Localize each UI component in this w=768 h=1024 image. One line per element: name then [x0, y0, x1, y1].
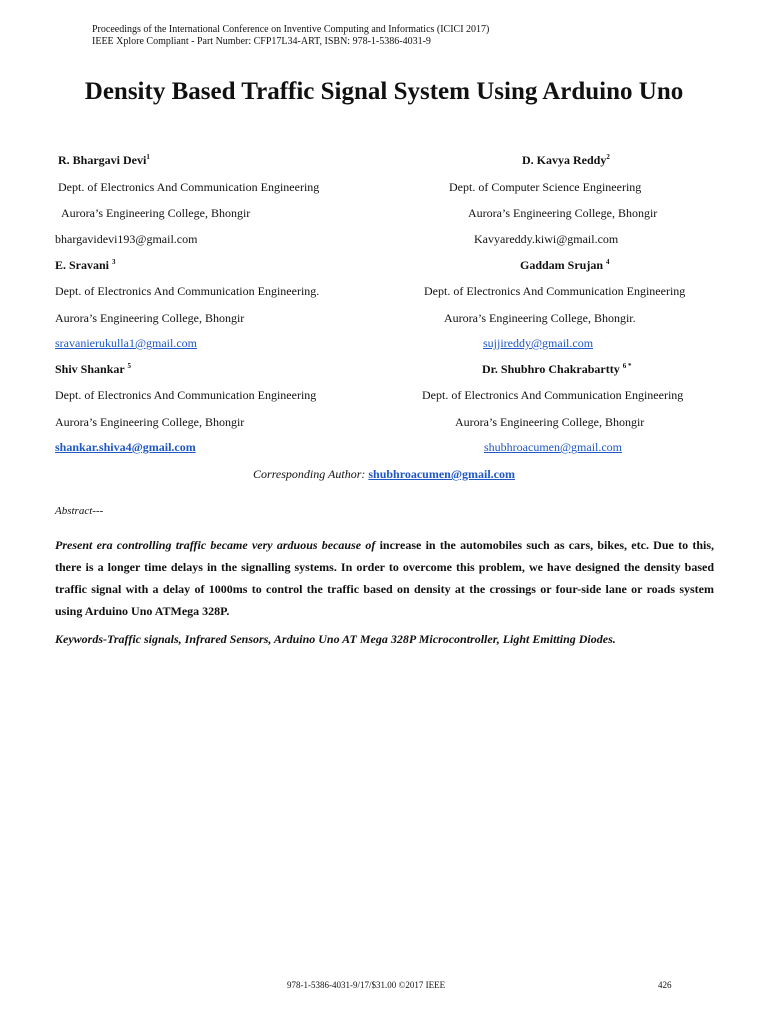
paper-title: Density Based Traffic Signal System Using Arduino Uno	[84, 78, 684, 105]
author-name-1: R. Bhargavi Devi$^1$	[58, 153, 150, 167]
author-name-5: Shiv Shankar $^5$	[55, 362, 131, 376]
author-email-4[interactable]: sujjireddy@gmail.com	[483, 336, 594, 350]
abstract-body: increase in the automobiles such as cars, bikes, etc. Due to this, there is a longer time delays in the signalling systems. In order to overcome this problem, we have designed the density based traffic signal with a delay of 1000ms to control the traffic based on density at the crossings or four-side lane or roads system using Arduino Uno ATMega 328P.	[55, 538, 714, 618]
author-name-3: E. Sravani $^3$	[55, 258, 116, 272]
author-dept-5: Dept. of Electronics And Communication Engineering	[55, 388, 317, 402]
footer-copyright: 978-1-5386-4031-9/17/$31.00 ©2017 IEEE	[287, 980, 446, 990]
author-college-3: Aurora’s Engineering College, Bhongir	[55, 311, 245, 325]
keywords: Keywords-Traffic signals, Infrared Sensors, Arduino Uno AT Mega 328P Microcontroller, Light Emitting Diodes.	[55, 632, 616, 646]
author-name-2: D. Kavya Reddy$^2$	[522, 153, 610, 167]
author-college-6: Aurora’s Engineering College, Bhongir	[455, 415, 645, 429]
author-dept-6: Dept. of Electronics And Communication Engineering	[422, 388, 684, 402]
abstract-text	[55, 534, 714, 622]
author-email-1: bhargavidevi193@gmail.com	[55, 232, 198, 246]
author-email-2: Kavyareddy.kiwi@gmail.com	[474, 232, 619, 246]
author-college-4: Aurora’s Engineering College, Bhongir.	[444, 311, 636, 325]
conference-header-line1: Proceedings of the International Conference on Inventive Computing and Informatics (ICICI 2017)	[92, 24, 490, 35]
author-dept-3: Dept. of Electronics And Communication Engineering.	[55, 284, 320, 298]
author-dept-4: Dept. of Electronics And Communication Engineering	[424, 284, 686, 298]
author-email-3[interactable]: sravanierukulla1@gmail.com	[55, 336, 198, 350]
author-email-5[interactable]: shankar.shiva4@gmail.com	[55, 440, 196, 454]
author-name-6: Dr. Shubhro Chakrabartty $^{6 *}$	[482, 362, 632, 376]
author-college-5: Aurora’s Engineering College, Bhongir	[55, 415, 245, 429]
author-name-4: Gaddam Srujan $^4$	[520, 258, 610, 272]
author-college-1: Aurora’s Engineering College, Bhongir	[61, 206, 251, 220]
corresponding-author-label: Corresponding Author:	[253, 467, 366, 481]
author-dept-1: Dept. of Electronics And Communication Engineering	[58, 180, 320, 194]
author-dept-2: Dept. of Computer Science Engineering	[449, 180, 642, 194]
conference-header-line2: IEEE Xplore Compliant - Part Number: CFP17L34-ART, ISBN: 978-1-5386-4031-9	[92, 36, 431, 47]
corresponding-author	[0, 467, 768, 482]
page-number: 426	[658, 980, 672, 990]
corresponding-author-email[interactable]: shubhroacumen@gmail.com	[368, 467, 515, 481]
author-email-6[interactable]: shubhroacumen@gmail.com	[484, 440, 623, 454]
abstract-italic-lead: Present era controlling traffic became very arduous because of	[55, 538, 376, 552]
abstract-heading: Abstract---	[55, 505, 104, 517]
author-college-2: Aurora’s Engineering College, Bhongir	[468, 206, 658, 220]
